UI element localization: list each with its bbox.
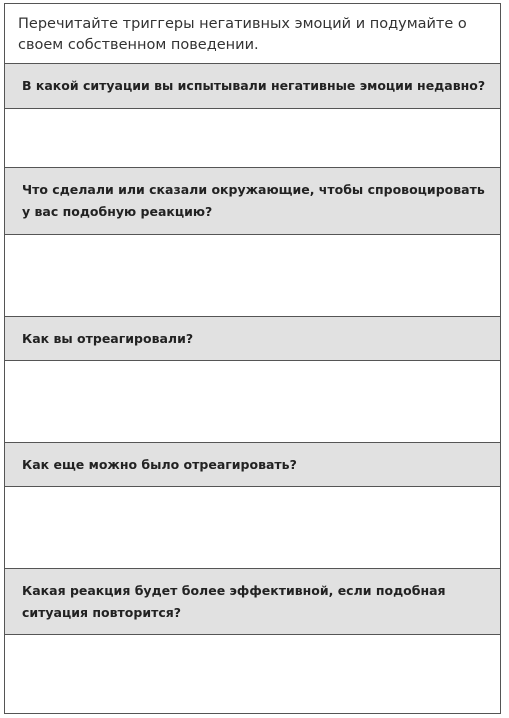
question-4-header: Как еще можно было отреагировать? — [5, 442, 500, 487]
worksheet-table — [4, 3, 501, 714]
intro-text: Перечитайте триггеры негативных эмоций и подумайте о своем собственном поведении. — [18, 16, 467, 53]
answer-5-field[interactable] — [5, 635, 500, 713]
question-1-header: В какой ситуации вы испытывали негативные эмоции недавно? — [5, 63, 500, 109]
answer-2-field[interactable] — [5, 235, 500, 316]
question-3-header: Как вы отреагировали? — [5, 316, 500, 361]
answer-1-field[interactable] — [5, 109, 500, 167]
question-5-header: Какая реакция будет более эффективной, если подобная ситуация повторится? — [5, 568, 500, 635]
answer-3-field[interactable] — [5, 361, 500, 442]
question-2-header: Что сделали или сказали окружающие, чтобы спровоцировать у вас подобную реакцию? — [5, 167, 500, 235]
answer-4-field[interactable] — [5, 487, 500, 568]
